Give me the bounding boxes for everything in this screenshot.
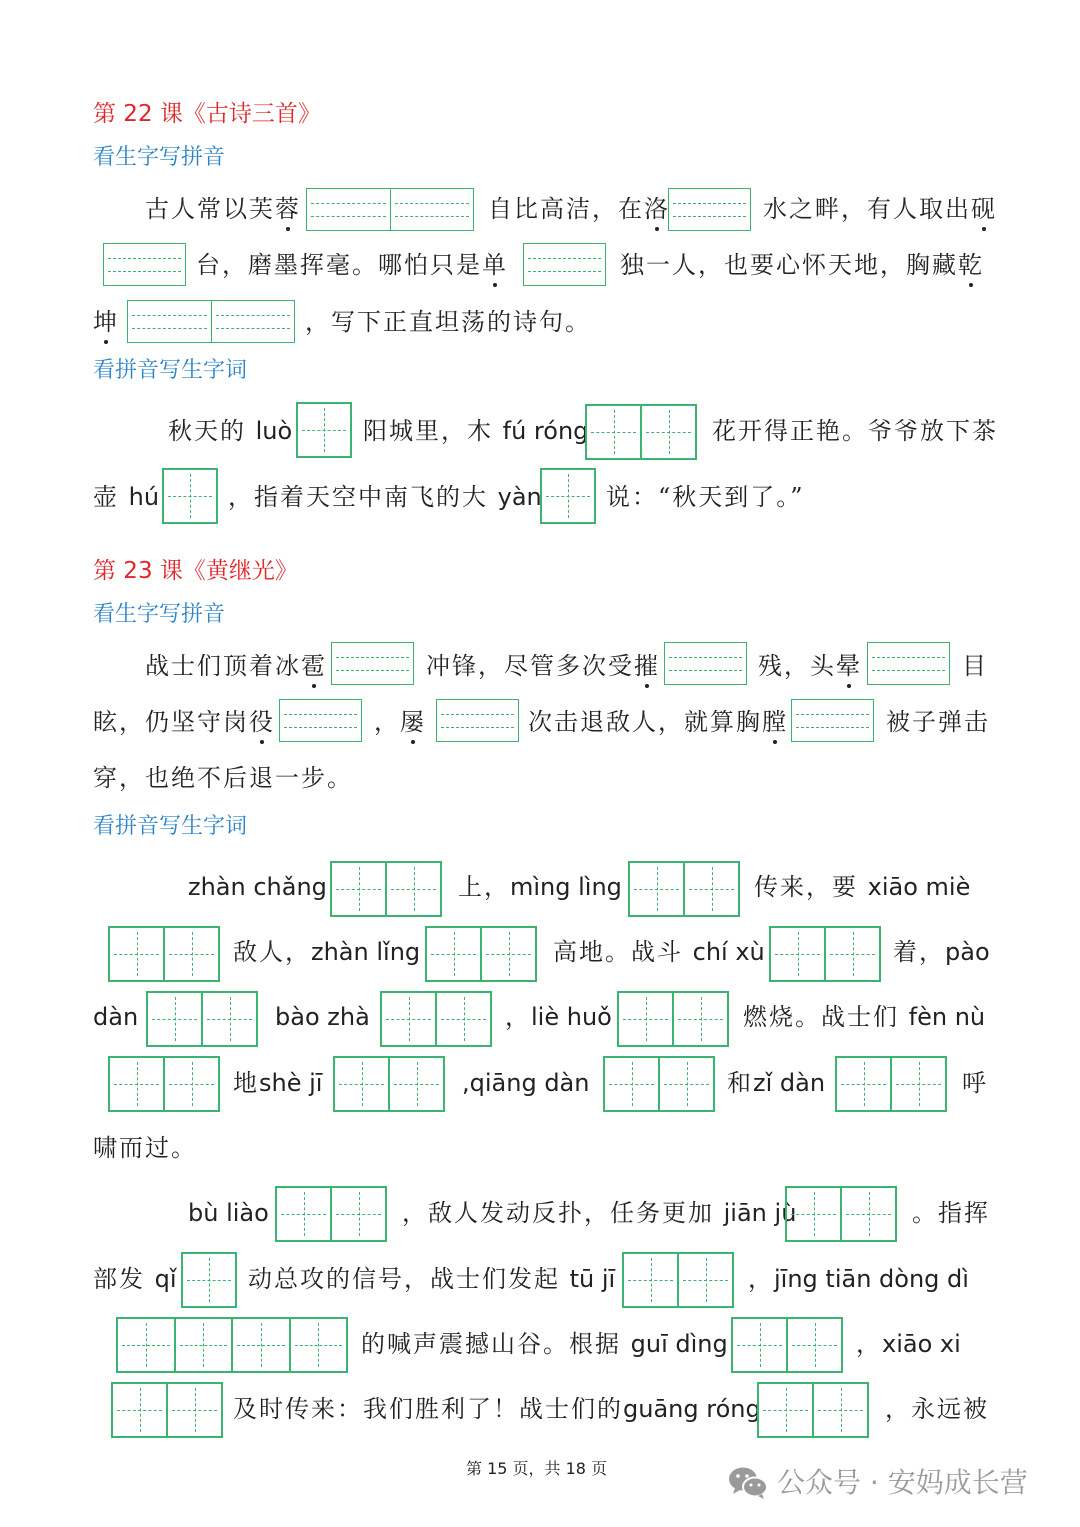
text: 的喊声震撼山谷。根据 guī dìng — [361, 1330, 728, 1358]
lesson-22-title: 第 22 课《古诗三首》 — [93, 101, 321, 127]
wechat-icon — [727, 1465, 769, 1501]
pinyin-answer-box[interactable] — [331, 642, 414, 685]
watermark — [727, 1465, 1028, 1501]
text: 高地。战斗 chí xù — [553, 938, 765, 966]
character-answer-box[interactable] — [425, 926, 537, 982]
text: 动总攻的信号，战士们发起 tū jī — [248, 1265, 616, 1293]
text: ，liè huǒ — [505, 1003, 612, 1031]
character-answer-box[interactable] — [769, 926, 881, 982]
text: 次击退敌人，就算胸膛 — [528, 708, 788, 736]
text: 冲锋，尽管多次受摧 — [426, 652, 660, 680]
character-answer-box[interactable] — [181, 1252, 237, 1308]
character-answer-box[interactable] — [757, 1382, 869, 1438]
pinyin-answer-box[interactable] — [103, 243, 186, 286]
text: 壶 hú — [93, 483, 160, 511]
text: 啸而过。 — [93, 1134, 197, 1162]
character-answer-box[interactable] — [108, 1056, 220, 1112]
character-answer-box[interactable] — [603, 1056, 715, 1112]
character-answer-box[interactable] — [162, 468, 218, 524]
text: ，敌人发动反扑，任务更加 jiān jù — [402, 1199, 797, 1227]
pinyin-prompt: zhàn chǎng — [188, 873, 327, 901]
character-answer-box[interactable] — [296, 402, 352, 458]
text: 燃烧。战士们 fèn nù — [743, 1003, 986, 1031]
text: 和zǐ dàn — [727, 1069, 826, 1097]
pinyin-prompt: bù liào — [188, 1199, 269, 1227]
text: 。指挥 — [912, 1199, 990, 1227]
text: 自比高洁，在洛 — [488, 195, 670, 223]
lesson-22-subtitle-characters: 看拼音写生字词 — [93, 358, 248, 383]
text: 水之畔，有人取出砚 — [763, 195, 997, 223]
lesson-23-subtitle-characters: 看拼音写生字词 — [93, 814, 248, 839]
pinyin-answer-box[interactable] — [523, 243, 606, 286]
text: 着，pào — [893, 938, 990, 966]
character-answer-box[interactable] — [540, 468, 596, 524]
text: 部发 qǐ — [93, 1265, 177, 1293]
character-answer-box[interactable] — [333, 1056, 445, 1112]
text: 坤 — [93, 308, 119, 336]
text: 独一人，也要心怀天地，胸藏乾 — [620, 251, 984, 279]
lesson-22-subtitle-pinyin: 看生字写拼音 — [93, 145, 226, 170]
character-answer-box[interactable] — [146, 991, 258, 1047]
text: 穿，也绝不后退一步。 — [93, 764, 353, 792]
character-answer-box[interactable] — [622, 1252, 734, 1308]
text: 眩，仍坚守岗役 — [93, 708, 275, 736]
text: 被子弹击 — [886, 708, 990, 736]
text: 地shè jī — [233, 1069, 323, 1097]
text: 残，头晕 — [758, 652, 862, 680]
pinyin-prompt: ,qiāng dàn — [462, 1069, 590, 1097]
text: ，jīng tiān dòng dì — [748, 1265, 969, 1293]
character-answer-box[interactable] — [275, 1186, 387, 1242]
pinyin-answer-box[interactable] — [279, 699, 362, 742]
character-answer-box[interactable] — [785, 1186, 897, 1242]
character-answer-box[interactable] — [116, 1317, 348, 1373]
text: 战士们顶着冰雹 — [145, 652, 327, 680]
pinyin-answer-box[interactable] — [668, 188, 751, 231]
character-answer-box[interactable] — [111, 1382, 223, 1438]
text: 花开得正艳。爷爷放下茶 — [712, 417, 998, 445]
pinyin-answer-box[interactable] — [867, 642, 950, 685]
lesson-23-subtitle-pinyin: 看生字写拼音 — [93, 602, 226, 627]
text: 说：“秋天到了。” — [606, 483, 805, 511]
text: 敌人，zhàn lǐng — [233, 938, 421, 966]
text: 阳城里，木 fú róng — [363, 417, 589, 445]
text: 台，磨墨挥毫。哪怕只是单 — [196, 251, 508, 279]
pinyin-answer-box[interactable] — [127, 300, 295, 343]
text: 秋天的 luò — [168, 417, 293, 445]
text: ，xiāo xi — [856, 1330, 961, 1358]
text: 目 — [962, 652, 988, 680]
pinyin-answer-box[interactable] — [436, 699, 519, 742]
character-answer-box[interactable] — [628, 861, 740, 917]
pinyin-answer-box[interactable] — [791, 699, 874, 742]
pinyin-prompt: bào zhà — [275, 1003, 370, 1031]
character-answer-box[interactable] — [617, 991, 729, 1047]
character-answer-box[interactable] — [380, 991, 492, 1047]
text: ，屡 — [374, 708, 426, 736]
lesson-23-title: 第 23 课《黄继光》 — [93, 558, 298, 584]
character-answer-box[interactable] — [585, 404, 697, 460]
pinyin-prompt: dàn — [93, 1003, 139, 1031]
text: ，写下正直坦荡的诗句。 — [305, 308, 591, 336]
page-number: 第 15 页，共 18 页 — [466, 1459, 608, 1478]
text: 传来，要 xiāo miè — [754, 873, 971, 901]
text: 及时传来：我们胜利了！战士们的guāng róng — [233, 1395, 761, 1423]
watermark-text: 公众号 · 安妈成长营 — [777, 1466, 1028, 1499]
character-answer-box[interactable] — [108, 926, 220, 982]
text: 呼 — [962, 1069, 988, 1097]
text: ，指着天空中南飞的大 yàn — [228, 483, 542, 511]
character-answer-box[interactable] — [330, 861, 442, 917]
character-answer-box[interactable] — [731, 1317, 843, 1373]
pinyin-answer-box[interactable] — [664, 642, 747, 685]
text: ，永远被 — [885, 1395, 989, 1423]
pinyin-answer-box[interactable] — [306, 188, 474, 231]
character-answer-box[interactable] — [835, 1056, 947, 1112]
text: 古人常以芙蓉 — [145, 195, 301, 223]
text: 上，mìng lìng — [458, 873, 622, 901]
